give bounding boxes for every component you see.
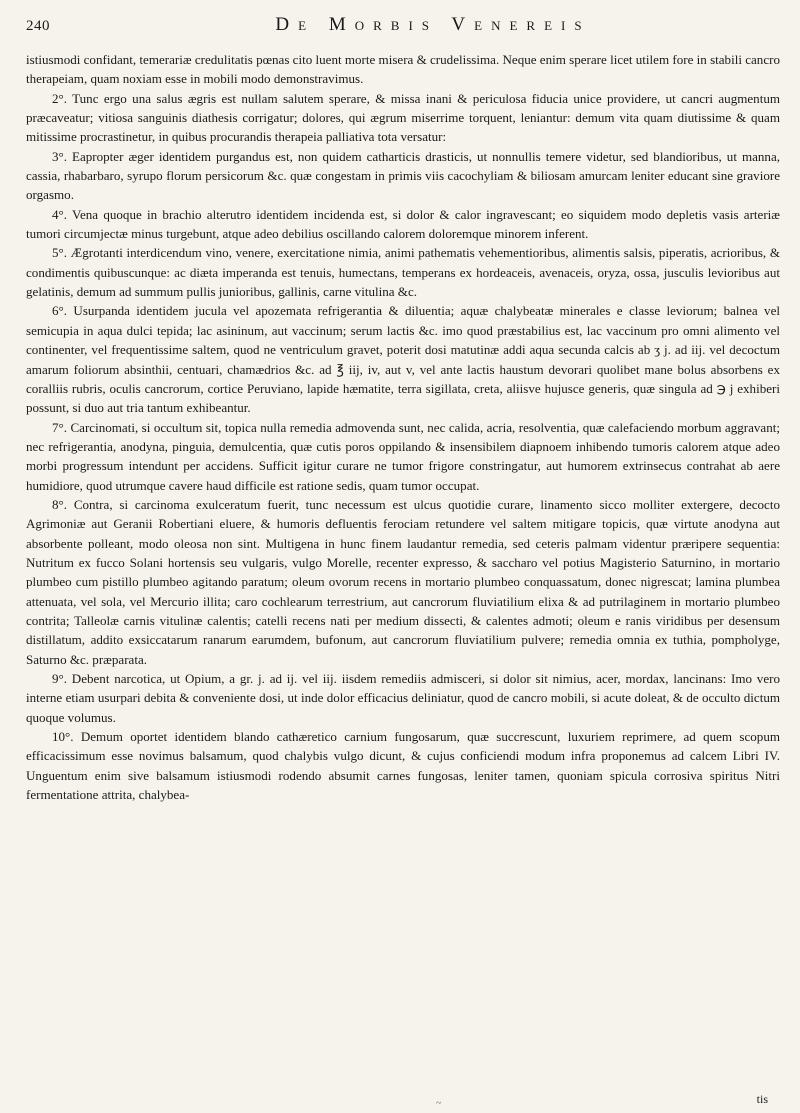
paragraph-7: 7°. Carcinomati, si occultum sit, topica nulla remedia admovenda sunt, nec calida, acria, resolventia, quæ calefaciendo morbum aggravant; nec refrigerantia, anodyna, pinguia, demulcentia, quæ cutis poros oppilando & insensibilem diapnoem inhibendo tumoris calorem atque adeo morbi progressum intendunt per accidens. Sufficit igitur curare ne tumor frigore constringatur, aut humorem extrinsecus contrahat ab aere humidiore, quod utrumque cavere haud difficile est ratione sedis, quam tumor occupat. — [26, 419, 780, 493]
paragraph-10: 10°. Demum oportet identidem blando cathæretico carnium fungosarum, quæ succrescunt, luxuriem reprimere, ad quem scopum efficacissimum esse novimus balsamum, quod chalybis vulgo dicunt, & cujus conficiendi modum infra proponemus ad calcem Libri IV. Unguentum enim sive balsamum istiusmodi rodendo absumit carnes fungosas, leniter tamen, quoniam spicula corrosiva spiritus Nitri fermentatione attrita, chalybea- — [26, 729, 780, 803]
paragraph-6: 6°. Usurpanda identidem jucula vel apozemata refrigerantia & diluentia; aquæ chalybeatæ minerales e classe leviorum; balnea vel semicupia in aqua dulci tepida; lac asininum, aut vaccinum; serum lactis &c. imo quod præstabilius est, lac vaccinum pro omni alimento vel continenter, vel frequentissime saltem, quod ne ventriculum gravet, poterit dosi matutinæ addi aqua secunda calcis ab ʒ j. ad iij. vel decoctum amarum foliorum absinthii, centuari, chamædrios &c. ad ℥ iij, iv, aut v, vel ante lactis haustum devorari quolibet mane bolus absorbens ex coralliis rubris, oculis cancrorum, cortice Peruviano, lapide hæmatite, terra sigillata, creta, aliisve hujusce generis, quæ singula ad ℈ j exhiberi possunt, si duo aut tria tantum exhibeantur. — [26, 303, 780, 416]
running-header — [26, 14, 780, 44]
paragraph-3: 3°. Eapropter æger identidem purgandus est, non quidem catharticis drasticis, ut nonnullis temere videtur, sed blandioribus, ut manna, cassia, rhabarbaro, syrupo florum persicorum &c. quæ congestam in primis viis cacochyliam & biliosam amurcam leniter educant sine graviore orgasmo. — [26, 148, 780, 203]
paragraph-2: 2°. Tunc ergo una salus ægris est nullam salutem sperare, & missa inani & periculosa fiducia unice providere, ut cancri augmentum præcaveatur; vitiosa sanguinis diathesis corrigatur; dolores, qui ægrum miserrime torquent, leniantur: demum vita quam diutissime & quam mitissime procrastinetur, in quibus procurandis therapeia palliativa tota versatur: — [26, 90, 780, 145]
paragraph-5: 5°. Ægrotanti interdicendum vino, venere, exercitatione nimia, animi pathematis vehementioribus, alimentis salsis, piperatis, acrioribus, & condimentis quibuscunque: ac diæta imperanda est tenuis, humectans, temperans ex hordeaceis, avenaceis, oryza, ossa, jusculis levioribus aut gelatinis, demum ad summum pullis junioribus, gallinis, carne vitulina &c. — [26, 245, 780, 300]
paragraph-9: 9°. Debent narcotica, ut Opium, a gr. j. ad ij. vel iij. iisdem remediis admisceri, si dolor sit nimius, acer, mordax, lancinans: Imo vero interne etiam usurpari debita & conveniente dosi, ut inde dolor efficacius deliniatur, quod de cancro mobili, si acute doleat, & de occulto dictum quoque volumus. — [26, 671, 780, 725]
paragraph-8: 8°. Contra, si carcinoma exulceratum fuerit, tunc necessum est ulcus quotidie curare, linamento sicco molliter extergere, decocto Agrimoniæ aut Geranii Robertiani eluere, & humoris defluentis ferociam retundere vel saltem mitigare topicis, quæ virtute anodyna aut absorbente polleant, modo oleosa non sint. Multigena in hunc finem laudantur remedia, sed ceteris palmam videntur præripere sequentia: Nutritum ex fucco Solani hortensis seu vulgaris, vulgo Morelle, recenter expresso, & saccharo vel potius Magisterio Saturnino, in mortario plumbeo cum pistillo plumbeo agitando paratum; oleum ovorum recens in mortario plumbeo conquassatum, donec nigrescat; lamina plumbea attenuata, vel sola, vel Mercurio illita; caro cochlearum terrestrium, aut cancrorum fluviatilium elixa & ad putrilaginem in mortario plumbeo contrita; Talleolæ carnis vitulinæ calentis; catelli recens nati per medium dissecti, & calentes admoti; oleum e ranis viridibus per desensum distillatum, addito exsiccatarum ranarum earumdem, bufonum, aut cancrorum fluviatilium pulvere; remedia omnia ex tuthia, pompholyge, Saturno &c. præparata. — [26, 496, 780, 667]
paragraph-continued: istiusmodi confidant, temerariæ credulitatis pœnas cito luent morte misera & crudelissima. Neque enim sperare licet utilem fore in stabili cancro therapeiam, quam noxiam esse in mobili modo demonstravimus. — [26, 52, 780, 87]
body-text — [26, 50, 780, 804]
signature-mark: ~ — [436, 1098, 442, 1109]
running-title: De Morbis Venereis — [275, 14, 591, 35]
catchword: tis — [756, 1092, 768, 1106]
paragraph-4: 4°. Vena quoque in brachio alterutro identidem incidenda est, si dolor & calor ingravescant; eo siquidem modo depletis vasis arteriæ tumori circumjectæ minus turgebunt, atque adeo debilius oscillando calorem doloremque minorem inferent. — [26, 206, 780, 242]
page-number: 240 — [26, 18, 50, 34]
